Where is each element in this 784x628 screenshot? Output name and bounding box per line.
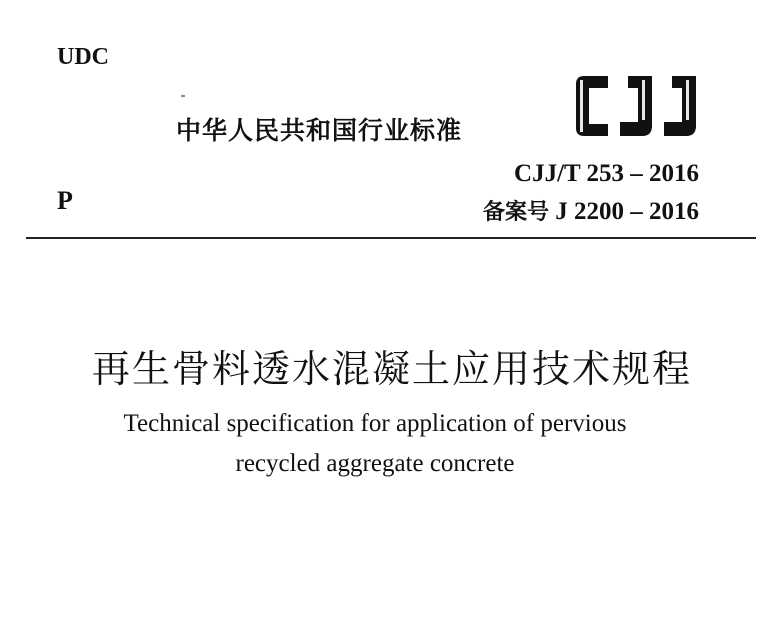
title-english-line2: recycled aggregate concrete: [235, 450, 515, 477]
classification-letter: P: [57, 186, 73, 215]
scan-speck: [181, 95, 185, 97]
record-number-value: J 2200 – 2016: [549, 198, 699, 225]
header-divider: [26, 237, 756, 239]
title-chinese: 再生骨料透水混凝土应用技术规程: [91, 347, 692, 391]
record-prefix: 备案号: [482, 200, 549, 225]
standard-number: CJJ/T 253 – 2016: [514, 160, 699, 187]
record-number: [483, 195, 699, 226]
cjj-logo: [572, 74, 702, 138]
title-english-line1: Technical specification for application of pervious: [123, 410, 627, 437]
issuer-name: 中华人民共和国行业标准: [176, 116, 463, 145]
cjj-logo-graphic: [572, 74, 702, 138]
udc-label: UDC: [57, 44, 109, 70]
